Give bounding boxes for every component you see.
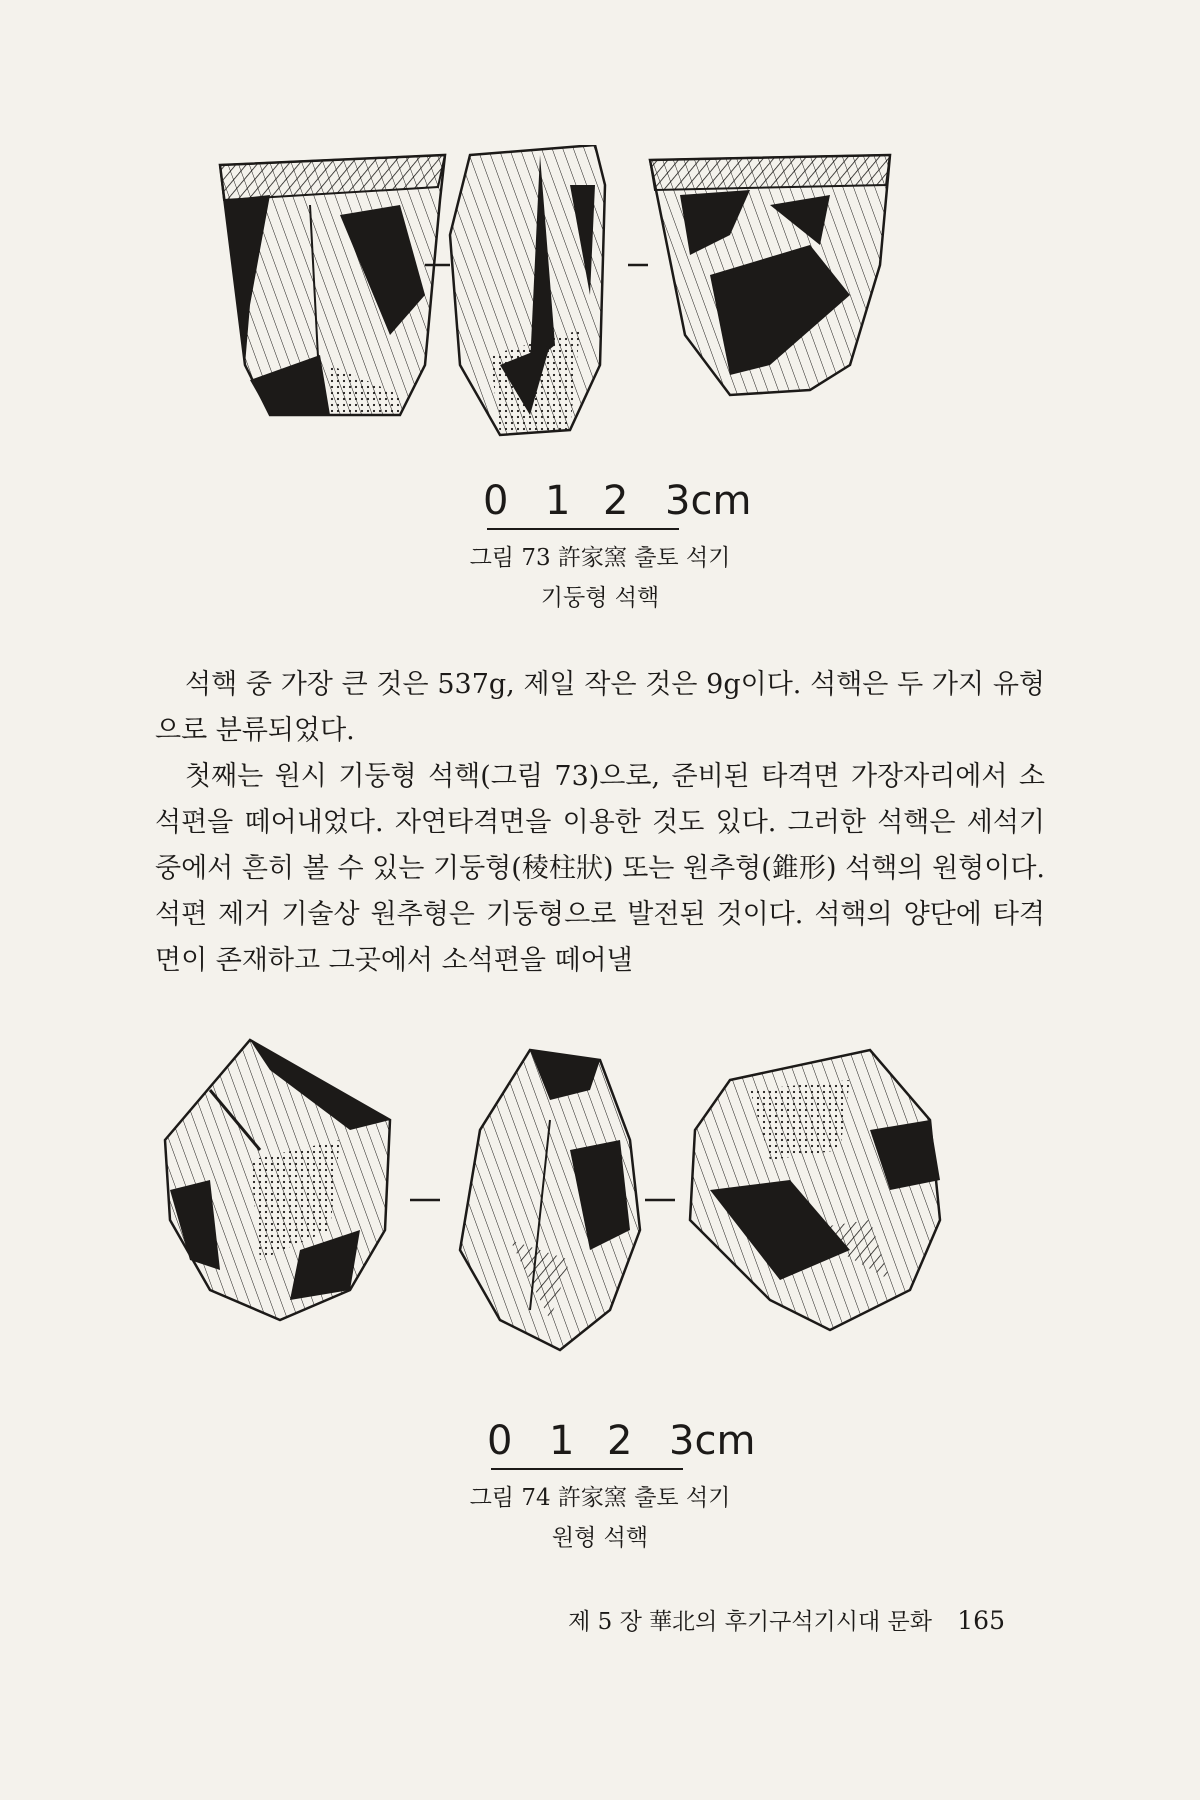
- core-74-view-a: [165, 1040, 390, 1320]
- page-number: 165: [957, 1606, 1005, 1635]
- figure-74-illustration: [150, 1030, 1050, 1390]
- core-73-view-c: [650, 155, 890, 395]
- body-text: [155, 662, 1045, 984]
- scale-tick-3: 3cm: [665, 478, 752, 524]
- figure-73-caption-subtitle: 기둥형 석핵: [540, 585, 660, 611]
- scale-bar-73: [483, 478, 752, 534]
- figure-74-caption: [0, 1478, 1200, 1558]
- paragraph-1: 석핵 중 가장 큰 것은 537g, 제일 작은 것은 9g이다. 석핵은 두 가지 유형으로 분류되었다.: [155, 669, 1045, 746]
- scale-tick-0: 0: [483, 478, 509, 524]
- scale-tick-1: 1: [549, 1418, 575, 1464]
- core-74-view-b: [460, 1050, 640, 1350]
- figure-73-caption-title: 그림 73 許家窯 출토 석기: [469, 545, 731, 571]
- scale-line: [491, 1468, 683, 1470]
- figure-73-illustration: [210, 145, 970, 445]
- figure-74-caption-subtitle: 원형 석핵: [551, 1525, 649, 1551]
- page-footer: [0, 1603, 1005, 1636]
- core-74-view-c: [690, 1050, 940, 1330]
- chapter-title: 제 5 장 華北의 후기구석기시대 문화: [568, 1609, 932, 1635]
- scale-tick-2: 2: [607, 1418, 633, 1464]
- scale-tick-2: 2: [603, 478, 629, 524]
- scale-tick-3: 3cm: [669, 1418, 756, 1464]
- paragraph-2: 첫째는 원시 기둥형 석핵(그림 73)으로, 준비된 타격면 가장자리에서 소석편을 떼어내었다. 자연타격면을 이용한 것도 있다. 그러한 석핵은 세석기 중에서 흔히 볼 수 있는 기둥형(稜柱狀) 또는 원추형(錐形) 석핵의 원형이다. 석편 제거 기술상 원추형은 기둥형으로 발전된 것이다. 석핵의 양단에 타격면이 존재하고 그곳에서 소석편을 떼어낼: [155, 761, 1045, 976]
- figure-74-caption-title: 그림 74 許家窯 출토 석기: [469, 1485, 731, 1511]
- scale-tick-1: 1: [545, 478, 571, 524]
- scale-tick-0: 0: [487, 1418, 513, 1464]
- core-73-view-b: [450, 145, 605, 435]
- core-73-view-a: [220, 155, 445, 415]
- scale-line: [487, 528, 679, 530]
- figure-73-caption: [0, 538, 1200, 618]
- scale-bar-74: [487, 1418, 756, 1474]
